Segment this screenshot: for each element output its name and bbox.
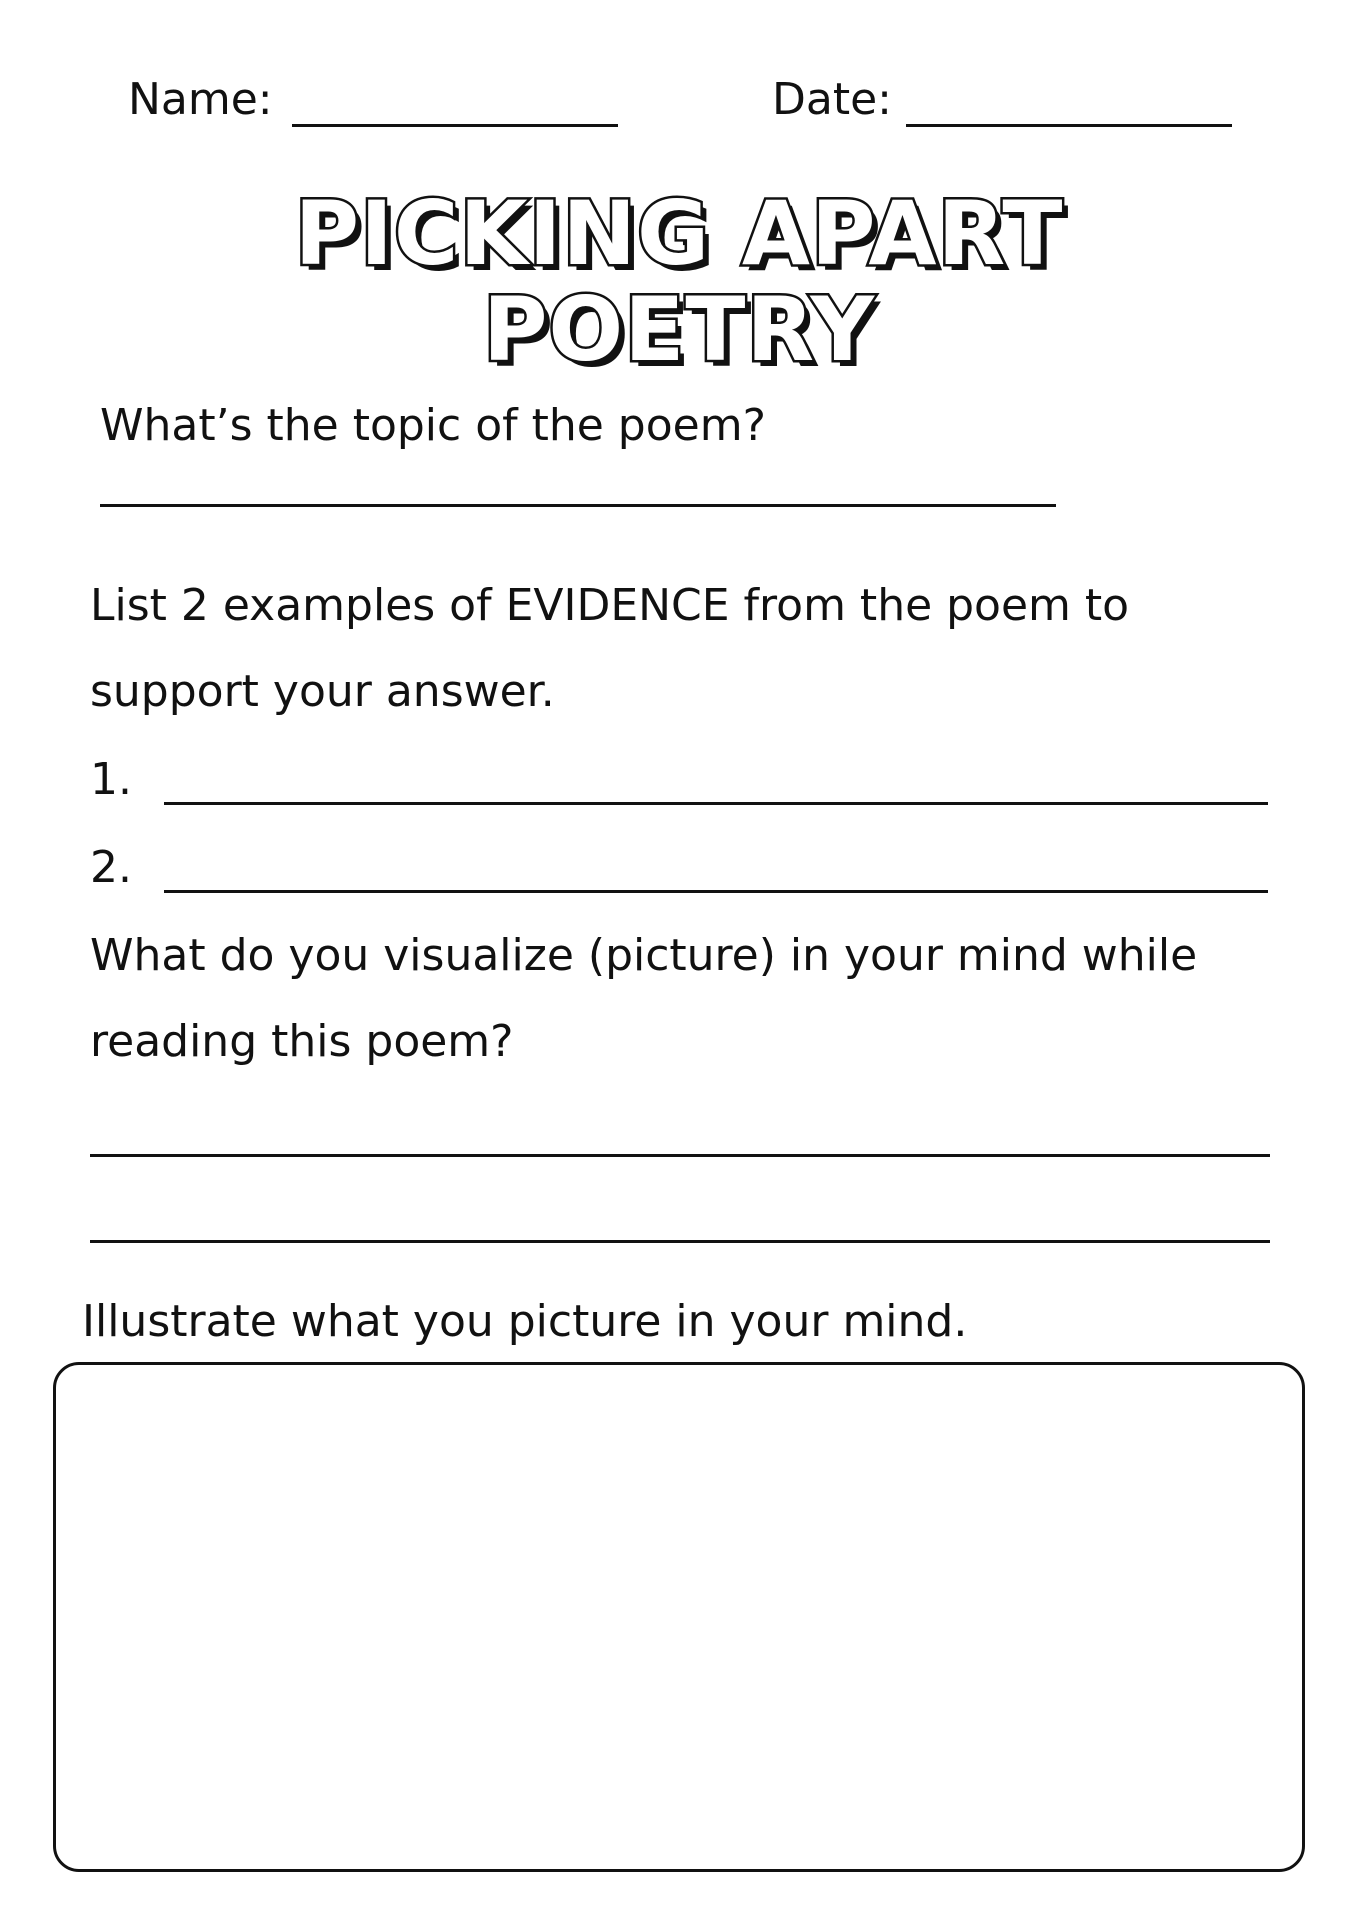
visualize-question-line-2: reading this poem? (90, 1016, 514, 1067)
name-label: Name: (128, 74, 273, 125)
date-field[interactable] (906, 124, 1232, 127)
evidence-question-line-2: support your answer. (90, 666, 555, 717)
topic-question: What’s the topic of the poem? (100, 400, 766, 451)
evidence-question-line-1: List 2 examples of EVIDENCE from the poem to (90, 580, 1130, 631)
visualize-answer-line-1[interactable] (90, 1154, 1270, 1157)
evidence-item-2-number: 2. (90, 842, 132, 893)
visualize-question-line-1: What do you visualize (picture) in your mind while (90, 930, 1198, 981)
evidence-answer-line-2[interactable] (164, 890, 1268, 893)
evidence-item-1-number: 1. (90, 754, 132, 805)
evidence-answer-line-1[interactable] (164, 802, 1268, 805)
illustrate-prompt: Illustrate what you picture in your mind. (82, 1296, 968, 1347)
visualize-answer-line-2[interactable] (90, 1240, 1270, 1243)
page-title-line-1: PICKING APART (294, 182, 1064, 285)
name-field[interactable] (292, 124, 618, 127)
topic-answer-line[interactable] (100, 504, 1056, 507)
page-title-line-2: POETRY (482, 278, 876, 381)
date-label: Date: (772, 74, 892, 125)
illustration-box[interactable] (53, 1362, 1305, 1872)
